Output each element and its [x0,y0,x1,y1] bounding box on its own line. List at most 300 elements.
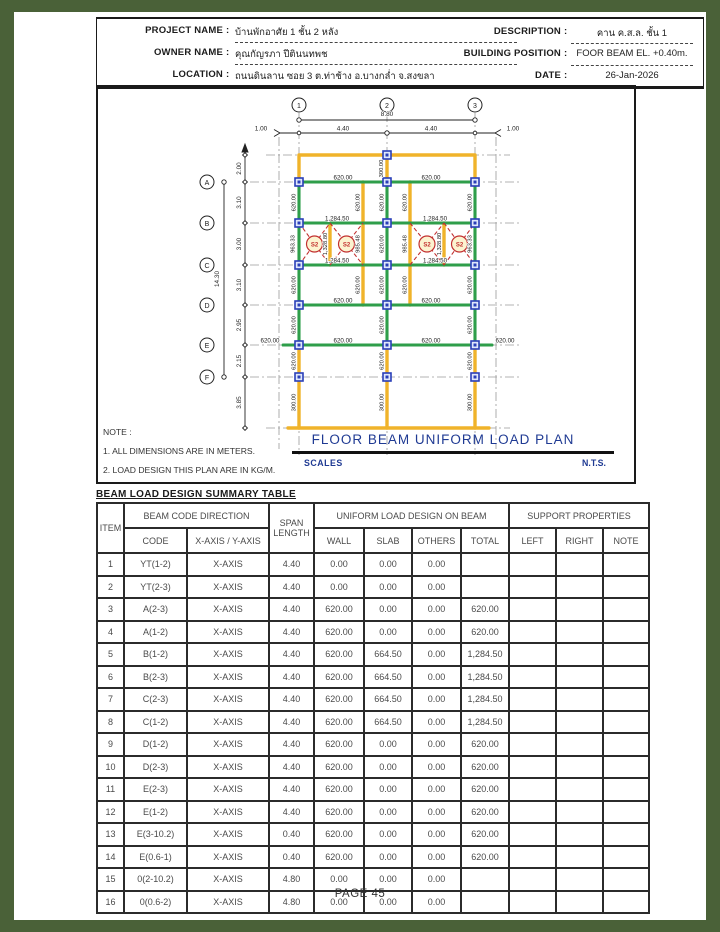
col-header-right: RIGHT [556,528,603,553]
cell-right [556,778,603,801]
field-value: คาน ค.ส.ล. ชั้น 1 [596,28,668,39]
cell-axis: X-AXIS [187,553,269,576]
cell-left [509,846,556,869]
cell-span: 4.80 [269,868,314,891]
cell-others: 0.00 [412,553,461,576]
cell-left [509,553,556,576]
col-header-axis: X-AXIS / Y-AXIS [187,528,269,553]
cell-span: 0.40 [269,823,314,846]
cell-item: 15 [97,868,124,891]
dim-total-width: 8.80 [380,111,394,118]
cell-axis: X-AXIS [187,868,269,891]
cell-span: 4.40 [269,643,314,666]
cell-axis: X-AXIS [187,756,269,779]
cell-wall: 620.00 [314,688,364,711]
field-colon: : [564,48,568,59]
grid-bubbles-columns [292,98,482,112]
cell-span: 4.40 [269,778,314,801]
cell-total [461,576,509,599]
beam-load-label: 620.00 [333,174,353,182]
grid-row-label: A [204,179,210,187]
cell-axis: X-AXIS [187,823,269,846]
beam-load-label: 300.00 [379,159,385,178]
cell-code: C(2-3) [124,688,187,711]
cell-others: 0.00 [412,688,461,711]
divider [235,64,517,65]
beam-load-label: 985.48 [402,235,409,253]
dim-top: 4.40 [336,125,350,133]
cell-note [603,733,649,756]
cell-span: 4.80 [269,891,314,914]
cell-others: 0.00 [412,621,461,644]
beam-load-label: 300.00 [291,393,298,412]
col-group-beam-code: BEAM CODE DIRECTION [124,503,269,528]
slab-mark: S2 [310,242,319,249]
cell-code: C(1-2) [124,711,187,734]
cell-slab: 0.00 [364,823,412,846]
dim-total-height: 14.30 [214,271,221,287]
beam-load-label: 985.48 [355,235,362,253]
plan-title: FLOOR BEAM UNIFORM LOAD PLAN [311,432,575,447]
cell-others: 0.00 [412,711,461,734]
floor-beam-plan-drawing [96,85,636,484]
col-group-support: SUPPORT PROPERTIES [509,503,649,528]
table-header-row-1 [97,503,649,528]
col-group-uniform-load: UNIFORM LOAD DESIGN ON BEAM [314,503,509,528]
cell-left [509,801,556,824]
cell-left [509,621,556,644]
dim-left: 2.95 [236,318,243,332]
dim-left: 2.00 [236,162,243,175]
field-colon: : [226,69,230,80]
cell-total: 1,284.50 [461,711,509,734]
cell-axis: X-AXIS [187,666,269,689]
plan-scales-label: SCALES [304,458,343,468]
cell-item: 16 [97,891,124,914]
cell-item: 2 [97,576,124,599]
col-header-code: CODE [124,528,187,553]
cell-wall: 620.00 [314,778,364,801]
cell-slab: 664.50 [364,688,412,711]
field-label: PROJECT NAME [145,25,223,36]
cell-others: 0.00 [412,643,461,666]
cell-axis: X-AXIS [187,621,269,644]
table-row [97,733,649,756]
cell-total: 620.00 [461,801,509,824]
title-block [96,17,704,89]
field-label: LOCATION [172,69,223,80]
cell-axis: X-AXIS [187,643,269,666]
notes-heading: NOTE : [103,427,132,437]
beam-load-label: 620.00 [379,235,386,253]
cell-total: 1,284.50 [461,688,509,711]
slab-mark: S2 [423,242,431,249]
cell-others: 0.00 [412,868,461,891]
table-row [97,643,649,666]
table-row [97,553,649,576]
cell-slab: 0.00 [364,801,412,824]
cell-span: 4.40 [269,666,314,689]
cell-slab: 0.00 [364,891,412,914]
cell-slab: 664.50 [364,711,412,734]
cell-others: 0.00 [412,891,461,914]
field-value: คุณกัญรภา ปีตินนทพช [235,49,328,60]
cell-right [556,643,603,666]
cell-item: 6 [97,666,124,689]
cell-item: 14 [97,846,124,869]
beam-load-label: 1,328.80 [437,232,443,256]
cell-others: 0.00 [412,801,461,824]
cell-note [603,576,649,599]
dim-left: 2.15 [236,354,243,368]
beam-load-label: 620.00 [355,276,362,294]
table-row [97,823,649,846]
cell-wall: 620.00 [314,711,364,734]
table-row [97,688,649,711]
cell-total: 620.00 [461,621,509,644]
cell-wall: 620.00 [314,598,364,621]
cell-axis: X-AXIS [187,733,269,756]
grid-col-label: 2 [385,102,389,110]
col-header-note: NOTE [603,528,649,553]
beam-load-label: 620.00 [421,174,441,182]
cell-note [603,801,649,824]
cell-code: D(1-2) [124,733,187,756]
cell-right [556,553,603,576]
cell-code: E(0.6-1) [124,846,187,869]
cell-total: 620.00 [461,733,509,756]
dim-top: 4.40 [424,125,438,133]
cell-axis: X-AXIS [187,801,269,824]
dim-left: 3.10 [236,278,243,292]
grid-row-label: F [204,374,210,382]
table-row [97,598,649,621]
cell-item: 12 [97,801,124,824]
cell-slab: 0.00 [364,553,412,576]
cell-right [556,621,603,644]
beam-load-label: 963.33 [467,235,474,253]
cell-wall: 0.00 [314,868,364,891]
cell-wall: 620.00 [314,666,364,689]
field-label: DATE [535,70,561,81]
beam-load-label: 963.33 [290,235,297,253]
beam-load-label: 1,284.50 [422,215,448,223]
cell-right [556,733,603,756]
field-label: DESCRIPTION [493,26,561,37]
table-row [97,846,649,869]
field-colon: : [564,70,568,81]
col-header-item: ITEM [97,503,124,553]
beam-load-label: 620.00 [467,276,474,294]
plan-title-underline [292,451,614,454]
cell-span: 4.40 [269,576,314,599]
beam-load-label: 620.00 [421,337,441,345]
cell-total: 620.00 [461,823,509,846]
cell-note [603,823,649,846]
beam-load-label: 300.00 [467,393,474,412]
cell-wall: 620.00 [314,756,364,779]
cell-code: D(2-3) [124,756,187,779]
cell-total: 620.00 [461,778,509,801]
beam-load-label: 620.00 [333,297,353,305]
cell-left [509,823,556,846]
cell-axis: X-AXIS [187,711,269,734]
beam-load-label: 620.00 [402,193,409,212]
cell-total: 620.00 [461,846,509,869]
table-row [97,756,649,779]
cell-item: 10 [97,756,124,779]
cell-wall: 620.00 [314,733,364,756]
beam-load-label: 620.00 [291,276,298,294]
cell-code: 0(0.6-2) [124,891,187,914]
dim-left: 3.85 [236,396,243,409]
table-row [97,778,649,801]
page [14,12,706,920]
note-item: 2. LOAD DESIGN THIS PLAN ARE IN KG/M. [103,465,276,475]
cell-span: 4.40 [269,553,314,576]
cell-item: 13 [97,823,124,846]
cell-item: 5 [97,643,124,666]
table-row [97,711,649,734]
summary-table-title: BEAM LOAD DESIGN SUMMARY TABLE [96,489,296,500]
cell-note [603,621,649,644]
cell-left [509,733,556,756]
table-header-row-2 [97,528,649,553]
plan-scale-value: N.T.S. [582,458,606,468]
cell-others: 0.00 [412,666,461,689]
beam-load-label: 620.00 [467,352,474,370]
cell-left [509,598,556,621]
cell-right [556,846,603,869]
cell-slab: 0.00 [364,846,412,869]
cell-code: B(1-2) [124,643,187,666]
cell-left [509,643,556,666]
field-colon: : [564,26,568,37]
cell-item: 4 [97,621,124,644]
cell-left [509,576,556,599]
cell-code: E(2-3) [124,778,187,801]
cell-total [461,553,509,576]
cell-axis: X-AXIS [187,891,269,914]
beam-load-label: 620.00 [421,297,441,305]
cell-span: 4.40 [269,688,314,711]
cell-others: 0.00 [412,823,461,846]
beam-load-label: 620.00 [467,316,474,334]
cell-span: 4.40 [269,801,314,824]
cell-axis: X-AXIS [187,688,269,711]
cell-code: YT(1-2) [124,553,187,576]
cell-wall: 620.00 [314,801,364,824]
col-header-left: LEFT [509,528,556,553]
cell-slab: 0.00 [364,598,412,621]
cell-code: 0(2-10.2) [124,868,187,891]
grid-row-label: D [204,302,210,310]
dim-top: 1.00 [506,125,520,133]
cell-note [603,846,649,869]
beam-load-label: 1,328.80 [323,232,329,256]
cell-code: A(2-3) [124,598,187,621]
cell-others: 0.00 [412,756,461,779]
cell-total: 1,284.50 [461,666,509,689]
cell-others: 0.00 [412,733,461,756]
cell-slab: 664.50 [364,666,412,689]
cell-item: 7 [97,688,124,711]
cell-right [556,666,603,689]
grid-bubbles-rows [200,175,214,384]
grid-row-label: E [204,342,210,350]
field-value: FOOR BEAM EL. +0.40m. [576,48,688,59]
beam-load-label: 300.00 [379,393,386,412]
slab-mark: S2 [455,242,464,249]
beam-load-label: 620.00 [260,337,280,345]
beam-load-label: 620.00 [291,316,298,334]
col-header-total: TOTAL [461,528,509,553]
cell-item: 9 [97,733,124,756]
field-value: ถนนดินลาน ซอย 3 ต.ท่าช้าง อ.บางกล่ำ จ.สงขลา [235,71,435,82]
cell-total: 1,284.50 [461,643,509,666]
col-header-span-length [269,503,314,553]
cell-slab: 0.00 [364,778,412,801]
cell-span: 4.40 [269,598,314,621]
cell-note [603,666,649,689]
cell-slab: 664.50 [364,643,412,666]
page-number: PAGE 45 [334,888,386,900]
cell-code: A(1-2) [124,621,187,644]
cell-span: 4.40 [269,733,314,756]
field-value: บ้านพักอาศัย 1 ชั้น 2 หลัง [235,27,339,38]
cell-slab: 0.00 [364,576,412,599]
beam-load-label: 620.00 [379,193,386,212]
beam-load-label: 620.00 [333,337,353,345]
cell-note [603,643,649,666]
cell-slab: 0.00 [364,733,412,756]
cell-span: 4.40 [269,756,314,779]
length-label: LENGTH [273,528,310,538]
cell-span: 4.40 [269,711,314,734]
cell-others: 0.00 [412,846,461,869]
plan-notes [103,423,275,480]
divider [571,43,693,44]
cell-left [509,688,556,711]
cell-left [509,756,556,779]
span-label: SPAN [279,518,304,528]
cell-wall: 620.00 [314,823,364,846]
beam-load-label: 620.00 [379,276,386,294]
grid-col-label: 1 [297,102,301,110]
cell-wall: 620.00 [314,846,364,869]
cell-others: 0.00 [412,778,461,801]
cell-slab: 0.00 [364,756,412,779]
beam-load-label: 620.00 [379,352,386,370]
divider [235,42,517,43]
beam-load-label: 1,284.50 [422,257,448,265]
cell-right [556,801,603,824]
cell-note [603,688,649,711]
grid-row-label: B [204,220,210,228]
cell-item: 8 [97,711,124,734]
cell-note [603,756,649,779]
cell-left [509,711,556,734]
beam-load-label: 620.00 [379,316,386,334]
field-colon: : [226,47,230,58]
summary-table-body [97,553,649,913]
cell-left [509,666,556,689]
cell-span: 0.40 [269,846,314,869]
cell-wall: 0.00 [314,553,364,576]
cell-note [603,711,649,734]
field-value: 26-Jan-2026 [605,70,659,81]
cell-total: 620.00 [461,598,509,621]
divider [571,65,693,66]
field-colon: : [226,25,230,36]
beam-load-label: 620.00 [495,337,515,345]
cell-slab: 0.00 [364,621,412,644]
cell-right [556,756,603,779]
beam-load-label: 620.00 [291,352,298,370]
table-row [97,621,649,644]
header-field-building-position [97,48,703,63]
cell-total: 620.00 [461,756,509,779]
cell-code: E(3-10.2) [124,823,187,846]
note-item: 1. ALL DIMENSIONS ARE IN METERS. [103,446,256,456]
col-header-slab: SLAB [364,528,412,553]
beam-load-summary-table [96,502,650,914]
cell-code: E(1-2) [124,801,187,824]
field-label: BUILDING POSITION [463,48,561,59]
table-row [97,576,649,599]
cell-axis: X-AXIS [187,576,269,599]
dim-left: 3.00 [236,237,243,251]
header-field-date [97,70,703,85]
cell-note [603,553,649,576]
cell-span: 4.40 [269,621,314,644]
cell-code: YT(2-3) [124,576,187,599]
cell-axis: X-AXIS [187,598,269,621]
cell-right [556,688,603,711]
col-header-others: OTHERS [412,528,461,553]
cell-item: 11 [97,778,124,801]
cell-right [556,576,603,599]
cell-wall: 620.00 [314,643,364,666]
cell-axis: X-AXIS [187,778,269,801]
beam-load-labels-vertical [291,160,474,412]
cell-others: 0.00 [412,576,461,599]
slab-mark: S2 [342,242,351,249]
beam-load-label: 1,284.50 [324,215,350,223]
grid-col-label: 3 [473,102,477,110]
cell-item: 3 [97,598,124,621]
cell-wall: 0.00 [314,576,364,599]
field-label: OWNER NAME [153,47,223,58]
beam-load-label: 620.00 [291,193,298,212]
beam-load-label: 1,284.50 [324,257,350,265]
cell-wall: 620.00 [314,621,364,644]
cell-wall: 0.00 [314,891,364,914]
dim-top: 1.00 [254,125,268,133]
cell-left [509,778,556,801]
cell-slab: 0.00 [364,868,412,891]
beam-load-label: 620.00 [402,276,409,294]
table-row [97,666,649,689]
cell-note [603,598,649,621]
cell-note [603,778,649,801]
cell-axis: X-AXIS [187,846,269,869]
header-field-description [97,26,703,41]
beam-load-label: 620.00 [355,193,362,212]
cell-right [556,598,603,621]
cell-code: B(2-3) [124,666,187,689]
cell-item: 1 [97,553,124,576]
